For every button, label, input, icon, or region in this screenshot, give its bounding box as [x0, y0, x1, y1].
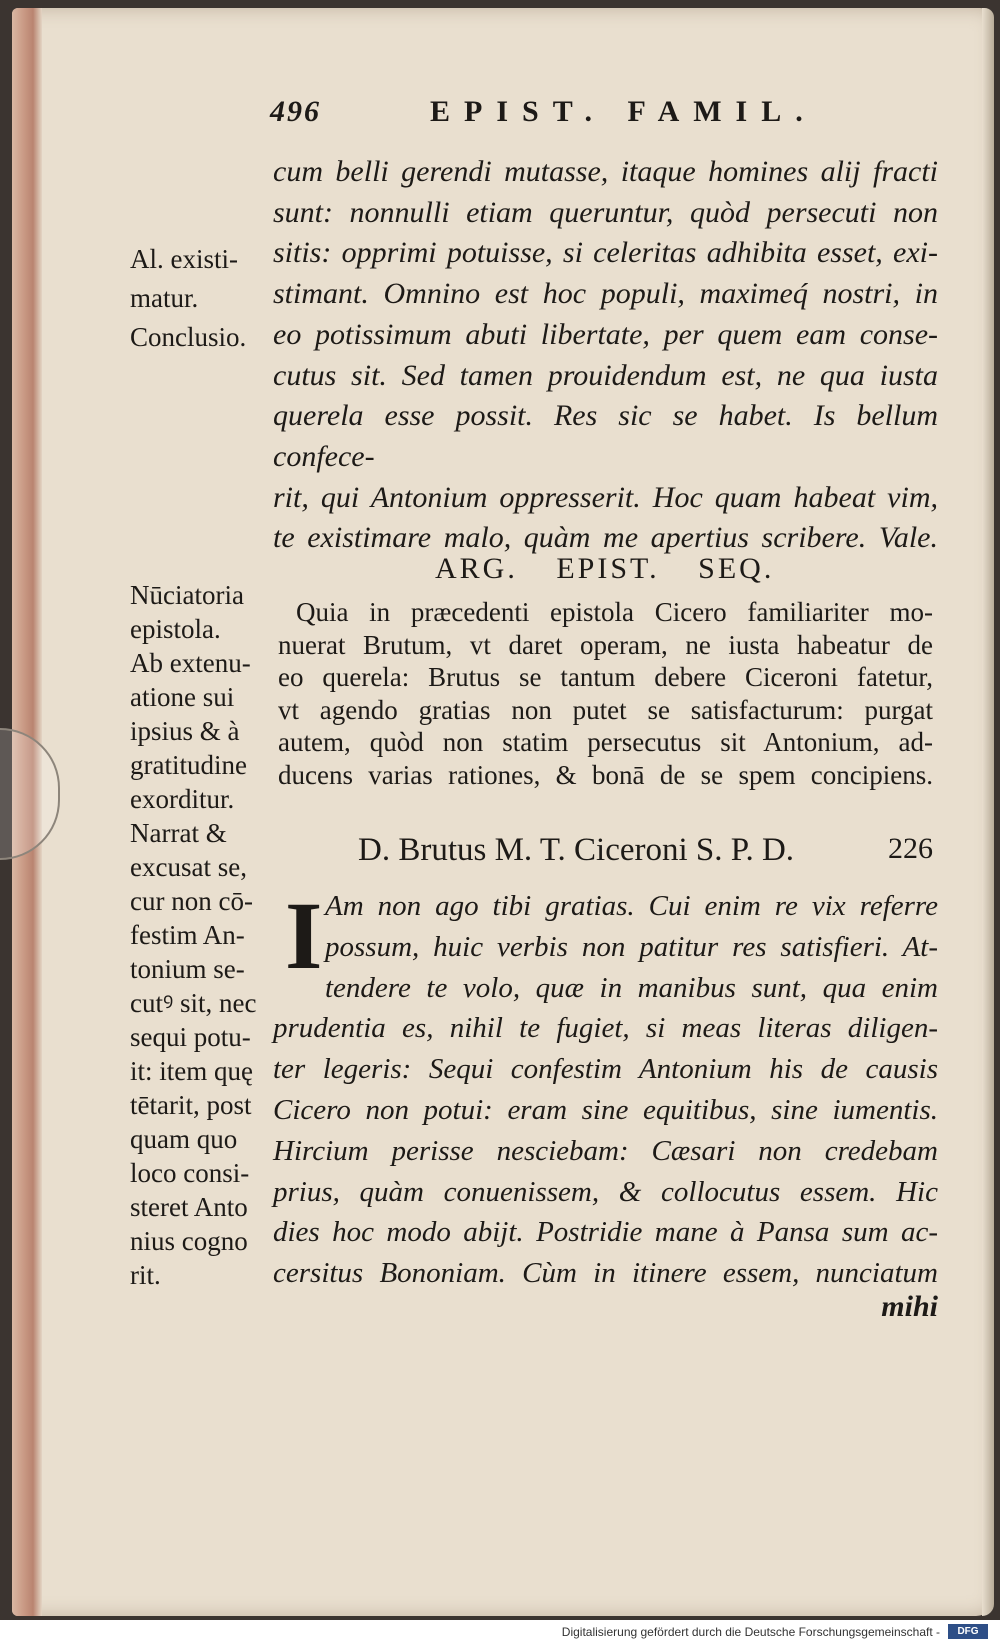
- margin-note: quam quo: [130, 1124, 238, 1154]
- margin-note: sequi potu-: [130, 1022, 251, 1052]
- margin-note: rit.: [130, 1260, 161, 1290]
- margin-note: atione sui: [130, 682, 235, 712]
- margin-note: Nūciatoria: [130, 580, 244, 610]
- text-line: nuerat Brutum, vt daret operam, ne iusta habeatur de: [278, 629, 933, 660]
- running-title: EPIST. FAMIL.: [430, 95, 817, 128]
- margin-note: epistola.: [130, 614, 221, 644]
- letter-body: [273, 882, 938, 1294]
- page-number: 496: [270, 95, 321, 128]
- text-line: prudentia es, nihil te fugiet, si meas literas diligen-: [273, 1012, 938, 1045]
- text-line: rit, qui Antonium oppresserit. Hoc quam habeat vim,: [273, 480, 938, 514]
- text-line: possum, huic verbis non patitur res satisfieri. At-: [325, 930, 938, 963]
- text-line: autem, quòd non statim persecutus sit Antonium, ad-: [278, 727, 933, 758]
- text-line: ducens varias rationes, & bonā de se spem concipiens.: [278, 759, 933, 790]
- margin-note: excusat se,: [130, 852, 247, 882]
- text-line: vt agendo gratias non putet se satisfacturum: purgat: [278, 694, 933, 725]
- argument-heading: [435, 552, 802, 586]
- margin-note: cur non cō-: [130, 886, 253, 916]
- text-line: eo querela: Brutus se tantum debere Ciceroni fatetur,: [278, 662, 933, 693]
- letter-number: 226: [888, 832, 933, 865]
- text-line: sitis: opprimi potuisse, si celeritas adhibita esset, exi-: [273, 236, 938, 270]
- margin-notes-lower: [130, 578, 257, 1292]
- argument-text: [278, 596, 933, 792]
- margin-note: tonium se-: [130, 954, 245, 984]
- margin-note: loco consi-: [130, 1158, 250, 1188]
- text-line: cersitus Bononiam. Cùm in itinere essem, nunciatum: [273, 1257, 938, 1290]
- text-line: prius, quàm conuenissem, & collocutus essem. Hic: [273, 1175, 938, 1208]
- margin-note: Narrat &: [130, 818, 227, 848]
- margin-note: Conclusio.: [130, 322, 247, 352]
- margin-note: gratitudine: [130, 750, 247, 780]
- margin-notes-upper: [130, 240, 246, 357]
- margin-note: festim An-: [130, 920, 245, 950]
- text-line: Am non ago tibi gratias. Cui enim re vix referre: [325, 890, 938, 922]
- heading-word: ARG.: [435, 552, 518, 585]
- margin-note: exorditur.: [130, 784, 235, 814]
- drop-cap: I: [285, 882, 323, 989]
- heading-word: SEQ.: [698, 552, 775, 585]
- text-line: cutus sit. Sed tamen prouidendum est, ne qua iusta: [273, 358, 938, 392]
- text-line: querela esse possit. Res sic se habet. Is bellum confece-: [273, 399, 938, 473]
- margin-note: Ab extenu-: [130, 648, 251, 678]
- text-line: te existimare malo, quàm me apertius scribere. Vale.: [273, 521, 938, 555]
- salutation-text: D. Brutus M. T. Ciceroni S. P. D.: [358, 832, 795, 868]
- page-header: [270, 95, 830, 135]
- margin-note: it: item quę: [130, 1056, 253, 1086]
- dfg-logo: DFG: [948, 1624, 988, 1639]
- margin-note: matur.: [130, 283, 199, 313]
- letter-continuation: [273, 152, 938, 559]
- margin-note: nius cogno: [130, 1226, 248, 1256]
- text-line: tendere te volo, quæ in manibus sunt, qua enim: [325, 971, 938, 1004]
- text-line: eo potissimum abuti libertate, per quem eam conse-: [273, 317, 938, 351]
- footer-bar: [0, 1620, 1000, 1645]
- text-line: Hircium perisse nesciebam: Cæsari non credebam: [273, 1134, 938, 1167]
- text-line: Cicero non potui: eram sine equitibus, sine iumentis.: [273, 1093, 938, 1126]
- margin-note: ipsius & à: [130, 716, 240, 746]
- catchword: mihi: [881, 1290, 938, 1323]
- text-line: ter legeris: Sequi confestim Antonium his de causis: [273, 1053, 938, 1086]
- margin-note: tētarit, post: [130, 1090, 252, 1120]
- text-line: cum belli gerendi mutasse, itaque homines alij fracti: [273, 155, 938, 188]
- text-line: dies hoc modo abijt. Postridie mane à Pansa sum ac-: [273, 1216, 938, 1249]
- text-line: stimant. Omnino est hoc populi, maximeq́ nostri, in: [273, 277, 938, 311]
- margin-note: Al. existi-: [130, 244, 238, 274]
- text-line: sunt: nonnulli etiam queruntur, quòd persecuti non: [273, 195, 938, 229]
- margin-note: cutꝰ sit, nec: [130, 988, 257, 1018]
- page-edge: [982, 8, 994, 1616]
- text-line: Quia in præcedenti epistola Cicero familiariter mo-: [296, 597, 933, 627]
- margin-note: steret Anto: [130, 1192, 248, 1222]
- funding-note: Digitalisierung gefördert durch die Deutsche Forschungsgemeinschaft -: [561, 1625, 940, 1639]
- heading-word: EPIST.: [556, 552, 660, 585]
